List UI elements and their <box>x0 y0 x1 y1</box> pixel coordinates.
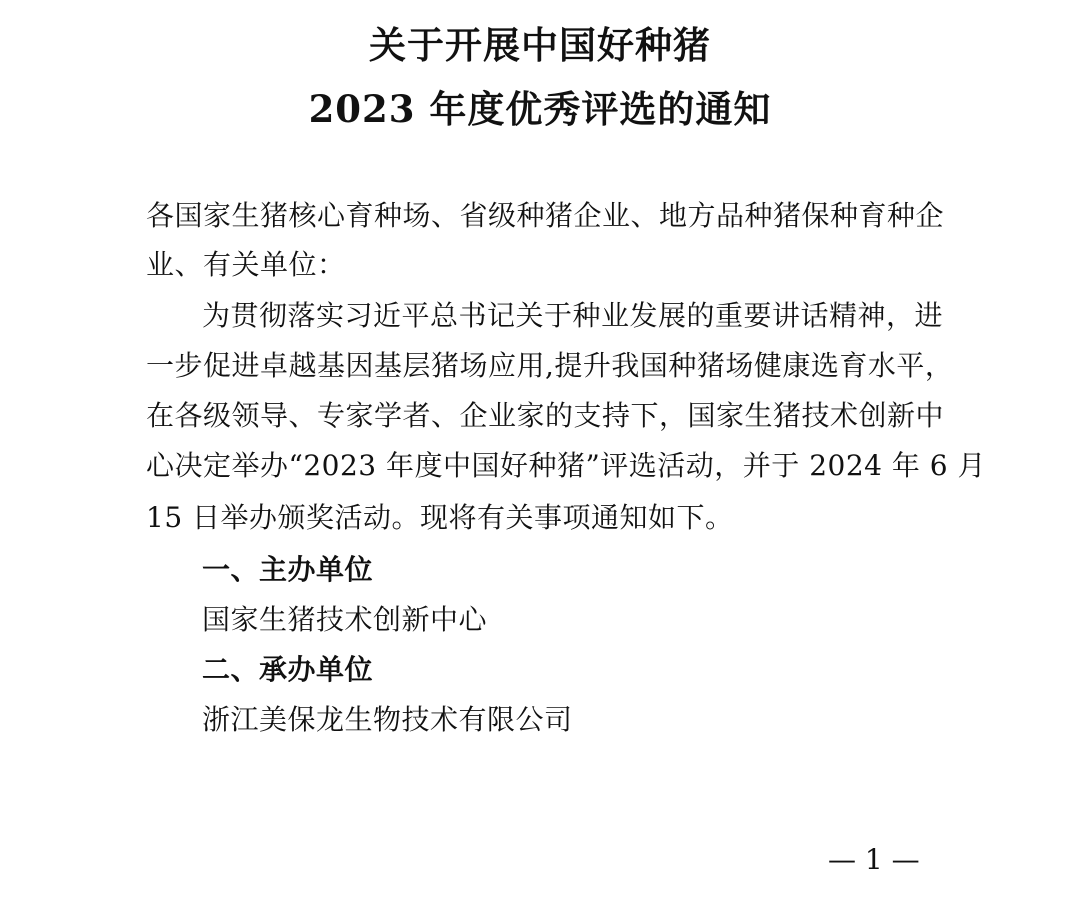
section-2-content: 浙江美保龙生物技术有限公司 <box>202 703 573 736</box>
section-1-heading: 一、主办单位 <box>202 553 374 586</box>
section-2-heading: 二、承办单位 <box>202 653 374 686</box>
body-line-4: 心决定举办“2023 年度中国好种猪”评选活动，并于 2024 年 6 月 <box>146 449 986 482</box>
body-line-3: 在各级领导、专家学者、企业家的支持下，国家生猪技术创新中 <box>146 399 945 432</box>
salutation-line-1: 各国家生猪核心育种场、省级种猪企业、地方品种猪保种育种企 <box>146 199 945 232</box>
document-title-line-2: 2023 年度优秀评选的通知 <box>308 87 772 131</box>
body-line-2: 一步促进卓越基因基层猪场应用,提升我国种猪场健康选育水平， <box>146 349 954 382</box>
body-line-1: 为贯彻落实习近平总书记关于种业发展的重要讲话精神，进 <box>202 299 944 332</box>
salutation-line-2: 业、有关单位： <box>146 248 346 281</box>
document-title-line-1: 关于开展中国好种猪 <box>369 23 711 67</box>
body-line-5: 15 日举办颁奖活动。现将有关事项通知如下。 <box>146 501 734 534</box>
section-1-content: 国家生猪技术创新中心 <box>202 603 488 636</box>
page-number: — 1 — <box>828 843 920 876</box>
